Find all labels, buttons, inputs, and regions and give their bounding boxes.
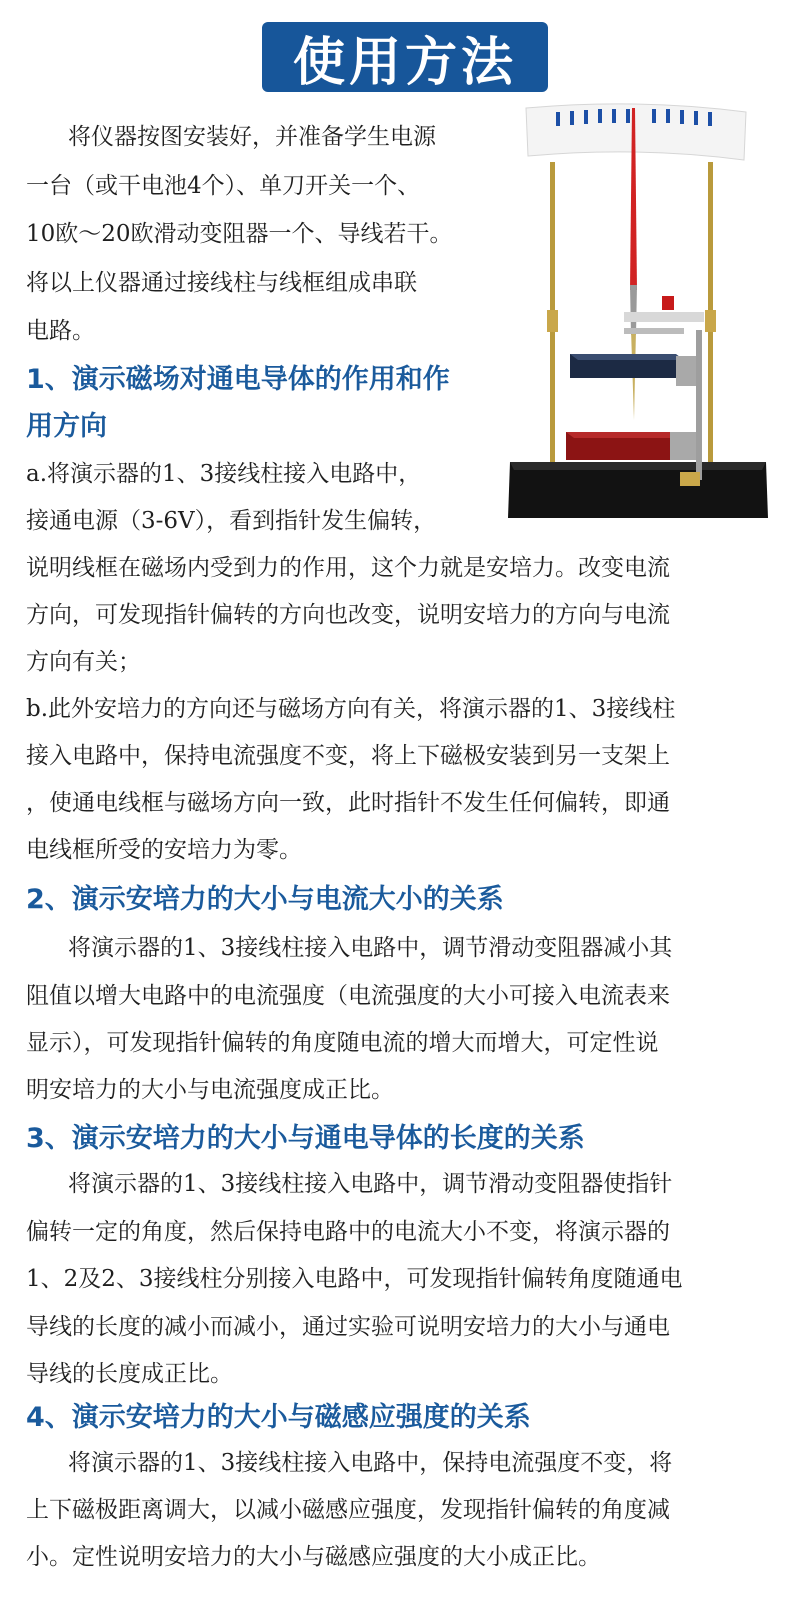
section-heading: 2、演示安培力的大小与电流大小的关系 <box>26 884 504 915</box>
section-line: 上下磁极距离调大，以减小磁感应强度，发现指针偏转的角度减 <box>26 1497 670 1523</box>
page-title: 使用方法 <box>292 32 517 93</box>
section-line: 导线的长度成正比。 <box>26 1361 233 1387</box>
section-line: 将演示器的1、3接线柱接入电路中，调节滑动变阻器使指针 <box>68 1171 673 1197</box>
section-line: 显示），可发现指针偏转的角度随电流的增大而增大，可定性说 <box>26 1030 659 1056</box>
intro-line: 将仪器按图安装好，并准备学生电源 <box>68 124 436 150</box>
section-line: 方向有关； <box>26 649 141 675</box>
section-line: b.此外安培力的方向还与磁场方向有关，将演示器的1、3接线柱 <box>26 696 676 722</box>
section-line: 接通电源（3-6V），看到指针发生偏转， <box>26 508 437 534</box>
section-line: 接入电路中，保持电流强度不变，将上下磁极安装到另一支架上 <box>26 743 670 769</box>
apparatus-base <box>508 462 768 518</box>
intro-line: 一台（或干电池4个）、单刀开关一个、 <box>26 173 421 199</box>
terminal-post <box>662 296 674 310</box>
intro-line: 10欧～20欧滑动变阻器一个、导线若干。 <box>26 221 453 247</box>
section-line: 阻值以增大电路中的电流强度（电流强度的大小可接入电流表来 <box>26 983 670 1009</box>
section-heading: 1、演示磁场对通电导体的作用和作 <box>26 364 450 395</box>
section-line: 1、2及2、3接线柱分别接入电路中，可发现指针偏转角度随通电 <box>26 1266 683 1292</box>
section-line: ，使通电线框与磁场方向一致，此时指针不发生任何偏转，即通 <box>26 790 670 816</box>
section-heading: 4、演示安培力的大小与磁感应强度的关系 <box>26 1402 531 1433</box>
section-heading: 用方向 <box>26 411 107 442</box>
intro-line: 电路。 <box>26 318 95 344</box>
apparatus-image <box>500 100 776 530</box>
section-heading: 3、演示安培力的大小与通电导体的长度的关系 <box>26 1123 585 1154</box>
section-line: 将演示器的1、3接线柱接入电路中，保持电流强度不变，将 <box>68 1450 673 1476</box>
section-line: 导线的长度的减小而减小，通过实验可说明安培力的大小与通电 <box>26 1314 670 1340</box>
section-line: 说明线框在磁场内受到力的作用，这个力就是安培力。改变电流 <box>26 555 670 581</box>
section-line: 电线框所受的安培力为零。 <box>26 837 302 863</box>
intro-line: 将以上仪器通过接线柱与线框组成串联 <box>26 270 417 296</box>
section-line: 偏转一定的角度，然后保持电路中的电流大小不变，将演示器的 <box>26 1219 670 1245</box>
section-line: a.将演示器的1、3接线柱接入电路中， <box>26 461 422 487</box>
section-line: 方向，可发现指针偏转的方向也改变，说明安培力的方向与电流 <box>26 602 670 628</box>
page-title-banner <box>262 22 548 92</box>
section-line: 小。定性说明安培力的大小与磁感应强度的大小成正比。 <box>26 1544 601 1570</box>
section-line: 将演示器的1、3接线柱接入电路中，调节滑动变阻器减小其 <box>68 935 673 961</box>
section-line: 明安培力的大小与电流强度成正比。 <box>26 1077 394 1103</box>
